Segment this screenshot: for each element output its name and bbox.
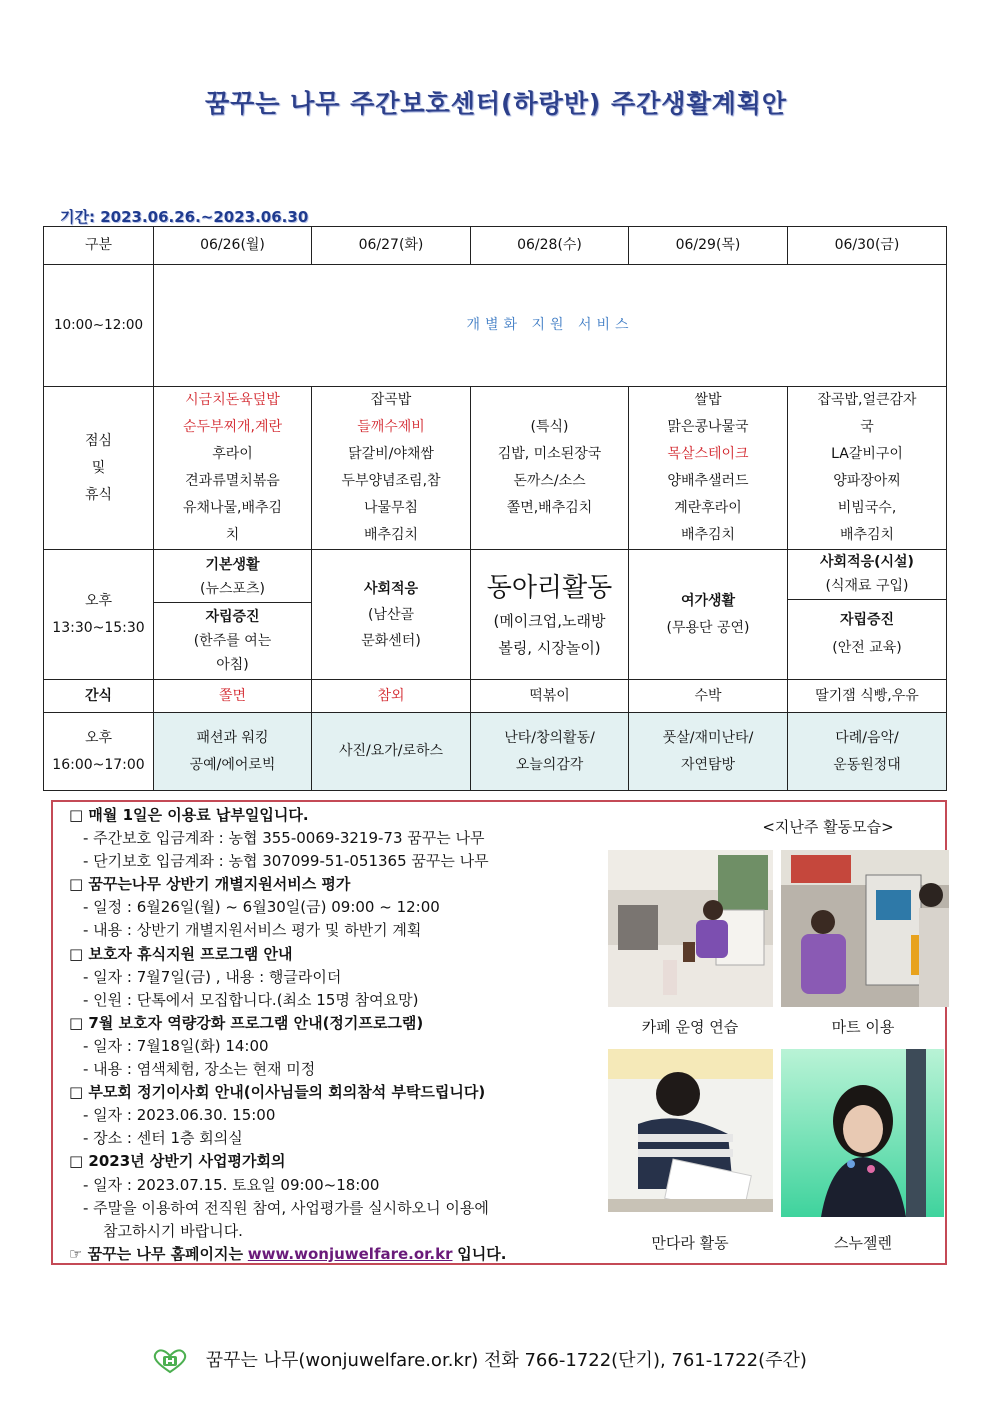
- snack-wed: 떡볶이: [471, 680, 629, 713]
- afternoon2-label: 오후 16:00~17:00: [44, 713, 154, 791]
- notice-item: - 주말을 이용하여 전직원 참여, 사업평가를 실시하오니 이용에: [83, 1198, 489, 1217]
- afternoon2-thu: 풋살/재미난타/ 자연탐방: [629, 713, 788, 791]
- notice-heading: □ 2023년 상반기 사업평가회의: [69, 1152, 286, 1171]
- afternoon1-thu: 여가생활 (무용단 공연): [629, 550, 788, 680]
- notice-heading: □ 7월 보호자 역량강화 프로그램 안내(정기프로그램): [69, 1013, 424, 1032]
- caption-snoezelen: 스누젤렌: [834, 1234, 892, 1252]
- snack-row: [44, 680, 947, 713]
- center-logo-icon: [150, 1348, 190, 1374]
- individual-service-text: 개별화 지원 서비스: [154, 265, 947, 387]
- morning-time-label: 10:00~12:00: [44, 265, 154, 387]
- snack-thu: 수박: [629, 680, 788, 713]
- photo-cafe: [608, 850, 773, 1007]
- header-cell-mon: 06/26(월): [154, 227, 312, 265]
- photo-mart: [781, 850, 949, 1007]
- notice-item: - 단기보호 입금계좌 : 농협 307099-51-051365 꿈꾸는 나무: [83, 852, 489, 871]
- period-label: 기간: 2023.06.26.~2023.06.30: [60, 208, 309, 226]
- caption-cafe: 카페 운영 연습: [641, 1018, 739, 1036]
- footer-text: 꿈꾸는 나무(wonjuwelfare.or.kr) 전화 766-1722(단기), 761-1722(주간): [205, 1350, 807, 1371]
- notice-text: [69, 804, 609, 1243]
- afternoon2-row: [44, 713, 947, 791]
- notice-item: - 주간보호 입금계좌 : 농협 355-0069-3219-73 꿈꾸는 나무: [83, 829, 485, 848]
- photo-mandala: [608, 1049, 773, 1212]
- lunch-mon: 시금치돈육덮밥 순두부찌개,계란 후라이 견과류멸치볶음 유채나물,배추김 치: [154, 387, 312, 550]
- lunch-row: [44, 387, 947, 550]
- notice-heading: □ 보호자 휴식지원 프로그램 안내: [69, 944, 293, 963]
- header-cell-fri: 06/30(금): [788, 227, 947, 265]
- notice-item: - 일자 : 7월18일(화) 14:00: [83, 1036, 269, 1055]
- afternoon1-row: [44, 550, 947, 680]
- afternoon1-tue: 사회적응 (남산골 문화센터): [312, 550, 471, 680]
- caption-mandala: 만다라 활동: [651, 1234, 729, 1252]
- notice-item: - 일자 : 2023.07.15. 토요일 09:00~18:00: [83, 1175, 380, 1194]
- notice-box: [51, 800, 947, 1265]
- afternoon2-tue: 사진/요가/로하스: [312, 713, 471, 791]
- header-cell-category: 구분: [44, 227, 154, 265]
- afternoon1-mon: 기본생활 (뉴스포츠) 자립증진 (한주를 여는 아침): [154, 550, 312, 680]
- lunch-fri: 잡곡밥,얼큰감자 국 LA갈비구이 양파장아찌 비빔국수, 배추김치: [788, 387, 947, 550]
- notice-item: - 내용 : 상반기 개별지원서비스 평가 및 하반기 계획: [83, 921, 422, 940]
- notice-item: - 인원 : 단톡에서 모집합니다.(최소 15명 참여요망): [83, 990, 419, 1009]
- lunch-wed: (특식) 김밥, 미소된장국 돈까스/소스 쫄면,배추김치: [471, 387, 629, 550]
- header-cell-wed: 06/28(수): [471, 227, 629, 265]
- header-cell-thu: 06/29(목): [629, 227, 788, 265]
- notice-item: - 내용 : 염색체험, 장소는 현재 미정: [83, 1060, 316, 1079]
- snack-tue: 참외: [312, 680, 471, 713]
- page-title: 꿈꾸는 나무 주간보호센터(하랑반) 주간생활계획안: [204, 89, 788, 118]
- afternoon1-fri: 사회적응(시설) (식재료 구입) 자립증진 (안전 교육): [788, 550, 947, 680]
- afternoon2-fri: 다례/음악/ 운동원정대: [788, 713, 947, 791]
- table-header-row: [44, 227, 947, 265]
- afternoon2-mon: 패션과 워킹 공예/에어로빅: [154, 713, 312, 791]
- afternoon1-label: 오후 13:30~15:30: [44, 550, 154, 680]
- homepage-link[interactable]: www.wonjuwelfare.or.kr: [247, 1245, 453, 1263]
- notice-item: - 일자 : 2023.06.30. 15:00: [83, 1106, 276, 1125]
- notice-item: 참고하시기 바랍니다.: [103, 1221, 243, 1240]
- notice-heading: □ 매월 1일은 이용료 납부일입니다.: [69, 806, 309, 824]
- notice-item: - 일정 : 6월26일(월) ~ 6월30일(금) 09:00 ~ 12:00: [83, 898, 440, 917]
- notice-item: - 일자 : 7월7일(금) , 내용 : 행글라이더: [83, 967, 342, 986]
- lunch-tue: 잡곡밥 들깨수제비 닭갈비/야채쌈 두부양념조림,참 나물무침 배추김치: [312, 387, 471, 550]
- homepage-prefix: ☞ 꿈꾸는 나무 홈페이지는: [69, 1245, 244, 1263]
- lunch-thu: 쌀밥 맑은콩나물국 목살스테이크 양배추샐러드 계란후라이 배추김치: [629, 387, 788, 550]
- notice-heading: □ 부모회 정기이사회 안내(이사님들의 회의참석 부탁드립니다): [69, 1083, 486, 1102]
- photos-title: <지난주 활동모습>: [762, 818, 894, 836]
- footer: [150, 1346, 910, 1374]
- header-cell-tue: 06/27(화): [312, 227, 471, 265]
- caption-mart: 마트 이용: [831, 1018, 895, 1036]
- photo-snoezelen: [781, 1049, 944, 1217]
- lunch-label: 점심 및 휴식: [44, 387, 154, 550]
- homepage-suffix: 입니다.: [457, 1245, 507, 1263]
- homepage-line: [69, 1243, 609, 1266]
- afternoon1-wed: 동아리활동 (메이크업,노래방 볼링, 시장놀이): [471, 550, 629, 680]
- snack-mon: 쫄면: [154, 680, 312, 713]
- morning-row: [44, 265, 947, 387]
- notice-heading: □ 꿈꾸는나무 상반기 개별지원서비스 평가: [69, 875, 351, 894]
- notice-item: - 장소 : 센터 1층 회의실: [83, 1129, 243, 1148]
- weekly-plan-table: [43, 226, 947, 791]
- snack-label: 간식: [44, 680, 154, 713]
- snack-fri: 딸기잼 식빵,우유: [788, 680, 947, 713]
- afternoon2-wed: 난타/창의활동/ 오늘의감각: [471, 713, 629, 791]
